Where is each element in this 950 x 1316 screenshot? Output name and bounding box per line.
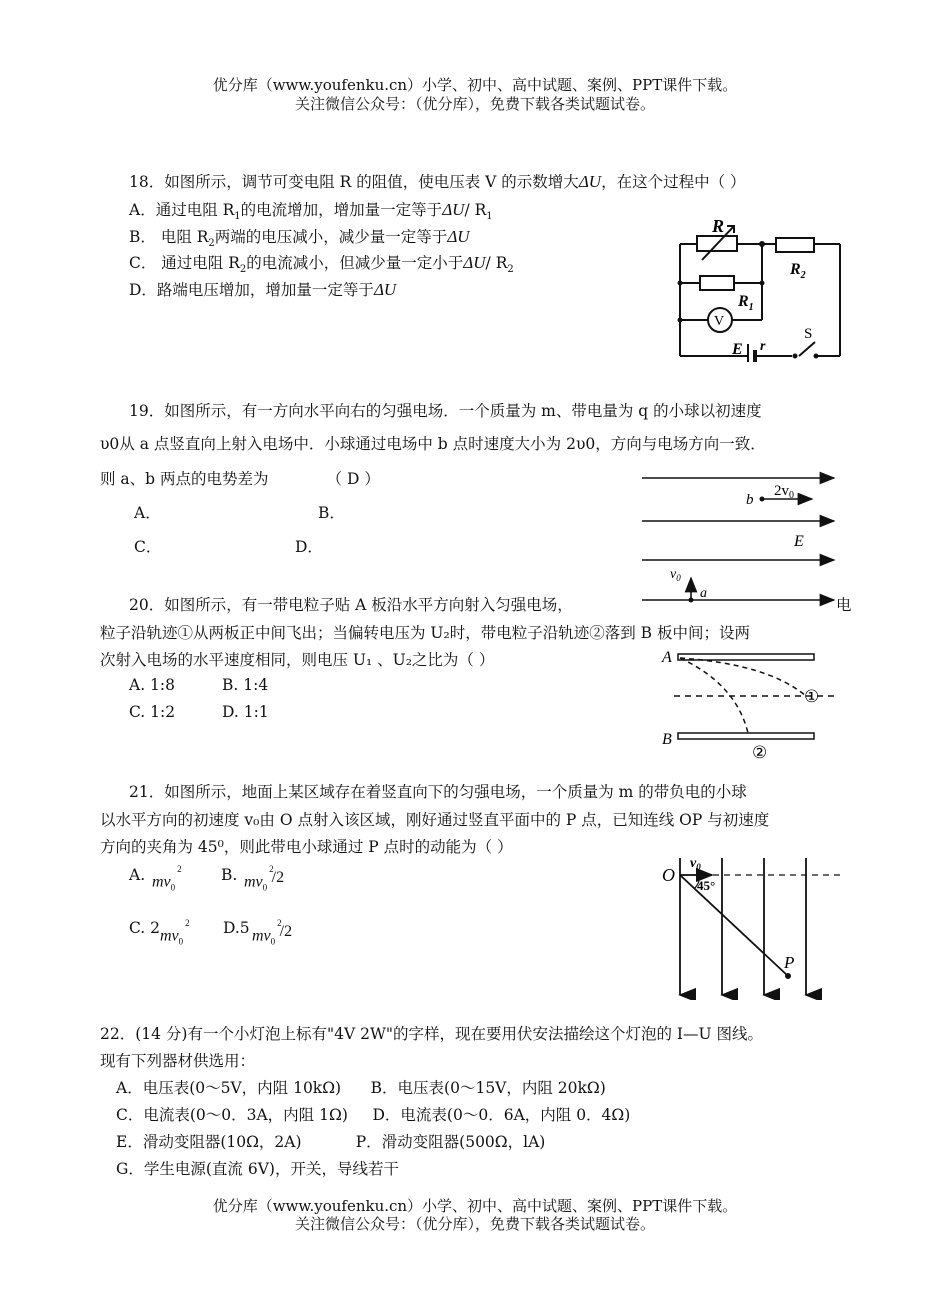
q19-option-a: A． [134,504,161,522]
q19-option-d: D． [295,538,323,556]
plates-diagram [658,644,838,762]
label-v0: $v_0$ [670,567,681,583]
plate-b [678,733,814,739]
q18-option-c: C． 通过电阻 $R_2$的电流减小，但减少量一定小于ΔU/ $R_2$ [129,253,514,276]
delta-u: ΔU [578,172,602,191]
label-angle: 45° [697,878,716,893]
label-track-1: ① [804,687,820,706]
q21-option-b-formula: $mv_0^2/2$ [244,864,285,893]
label-r2: $R_2$ [790,261,806,281]
q22-line-5: E．滑动变阻器(10Ω，2A) P．滑动变阻器(500Ω，lA) [116,1133,546,1151]
resistor-r1 [700,276,734,290]
label-v: V [714,314,725,329]
label-r: R [712,216,725,236]
label-2v0: $2v_0$ [774,483,794,501]
q21-option-d-formula: $mv_0^2/2$ [252,918,293,947]
label-e: E [794,533,804,550]
q20-option-c: C. 1:2 [129,703,176,721]
q20-option-d: D. 1:1 [222,703,269,721]
q21-option-a: A. [129,866,146,884]
q22-line-1: 22．(14 分)有一个小灯泡上标有"4V 2W"的字样，现在要用伏安法描绘这个灯泡的 I—U 图线。 [100,1025,764,1043]
q20-line-1: 20．如图所示，有一带电粒子贴 A 板沿水平方向射入匀强电场， [129,596,573,614]
q18-option-d: D．路端电压增加，增加量一定等于ΔU [129,280,397,299]
header-line-1: 优分库（www.youfenku.cn）小学、初中、高中试题、案例、PPT课件下载。 [212,76,738,94]
q22-line-4: C．电流表(0～0．3A，内阻 1Ω) D．电流表(0～0．6A，内阻 0．4Ω) [116,1106,631,1124]
label-b: b [746,492,754,508]
footer-line-1: 优分库（www.youfenku.cn）小学、初中、高中试题、案例、PPT课件下载。 [212,1197,738,1215]
projectile-diagram [660,850,850,1000]
q18-option-a: A．通过电阻 $R_1$的电流增加，增加量一定等于ΔU/ $R_1$ [129,200,493,223]
q22-line-6: G．学生电源(直流 6V)，开关，导线若干 [116,1160,399,1178]
q19-answer: （ D ） [326,470,380,488]
q21-option-c: C. 2 [129,919,161,937]
resistor-r2 [776,238,814,252]
q19-line-3: 则 a、b 两点的电势差为 （ D ） [100,470,380,488]
footer-line-2: 关注微信公众号：（优分库），免费下载各类试题试卷。 [294,1215,655,1233]
q20-line-2: 粒子沿轨迹①从两板正中间飞出；当偏转电压为 U₂时，带电粒子沿轨迹②落到 B 板中间；设两 [100,624,750,642]
q21-option-d: D.5 [223,919,250,937]
q19-line-1: 19．如图所示，有一方向水平向右的匀强电场．一个质量为 m、带电量为 q 的小球以初速度 [129,402,762,420]
label-plate-b: B [662,731,672,748]
q18-stem: 18．如图所示，调节可变电阻 R 的阻值，使电压表 V 的示数增大ΔU，在这个过程中（ ） [129,172,746,191]
q21-line-3: 方向的夹角为 45⁰，则此带电小球通过 P 点时的动能为（ ） [100,838,513,856]
q18-option-b: B． 电阻 $R_2$两端的电压减小，减少量一定等于ΔU [129,227,470,250]
q22-line-2: 现有下列器材供选用： [100,1052,256,1070]
label-s: S [804,326,813,342]
field-diagram [640,466,840,608]
q19-option-c: C． [134,538,162,556]
q20-line-3: 次射入电场的水平速度相同，则电压 U₁ 、U₂之比为（ ） [100,651,495,669]
q20-option-b: B. 1:4 [222,676,269,694]
q21-option-a-formula: $mv_0^2$ [152,864,182,893]
q21-option-b: B. [221,866,238,884]
q21-line-2: 以水平方向的初速度 v₀由 O 点射入该区域，刚好通过竖直平面中的 P 点，已知连线 OP 与初速度 [100,811,770,829]
q21-option-c-formula: $mv_0^2$ [160,918,190,947]
q21-line-1: 21．如图所示，地面上某区域存在着竖直向下的匀强电场，一个质量为 m 的带负电的小球 [129,783,747,801]
label-plate-a: A [662,649,672,666]
q19-line-2: υ0从 a 点竖直向上射入电场中．小球通过电场中 b 点时速度大小为 2υ0，方向与电场方向一致． [100,435,766,453]
q20-option-a: A. 1:8 [129,676,175,694]
label-r1: $R_1$ [738,293,754,313]
header-line-2: 关注微信公众号：（优分库），免费下载各类试题试卷。 [294,95,655,113]
label-track-2: ② [752,743,768,762]
circuit-diagram [672,210,850,362]
label-e: E [732,341,743,358]
label-internal-r: r [760,339,766,354]
label-p: P [784,953,795,972]
label-a: a [700,586,707,601]
label-o: O [662,865,675,885]
q20-line-1-end: 电 [836,596,852,614]
q22-line-3: A．电压表(0～5V，内阻 10kΩ) B．电压表(0～15V，内阻 20kΩ) [116,1079,606,1097]
q19-option-b: B． [318,504,345,522]
label-v0: $v_0$ [690,856,701,872]
